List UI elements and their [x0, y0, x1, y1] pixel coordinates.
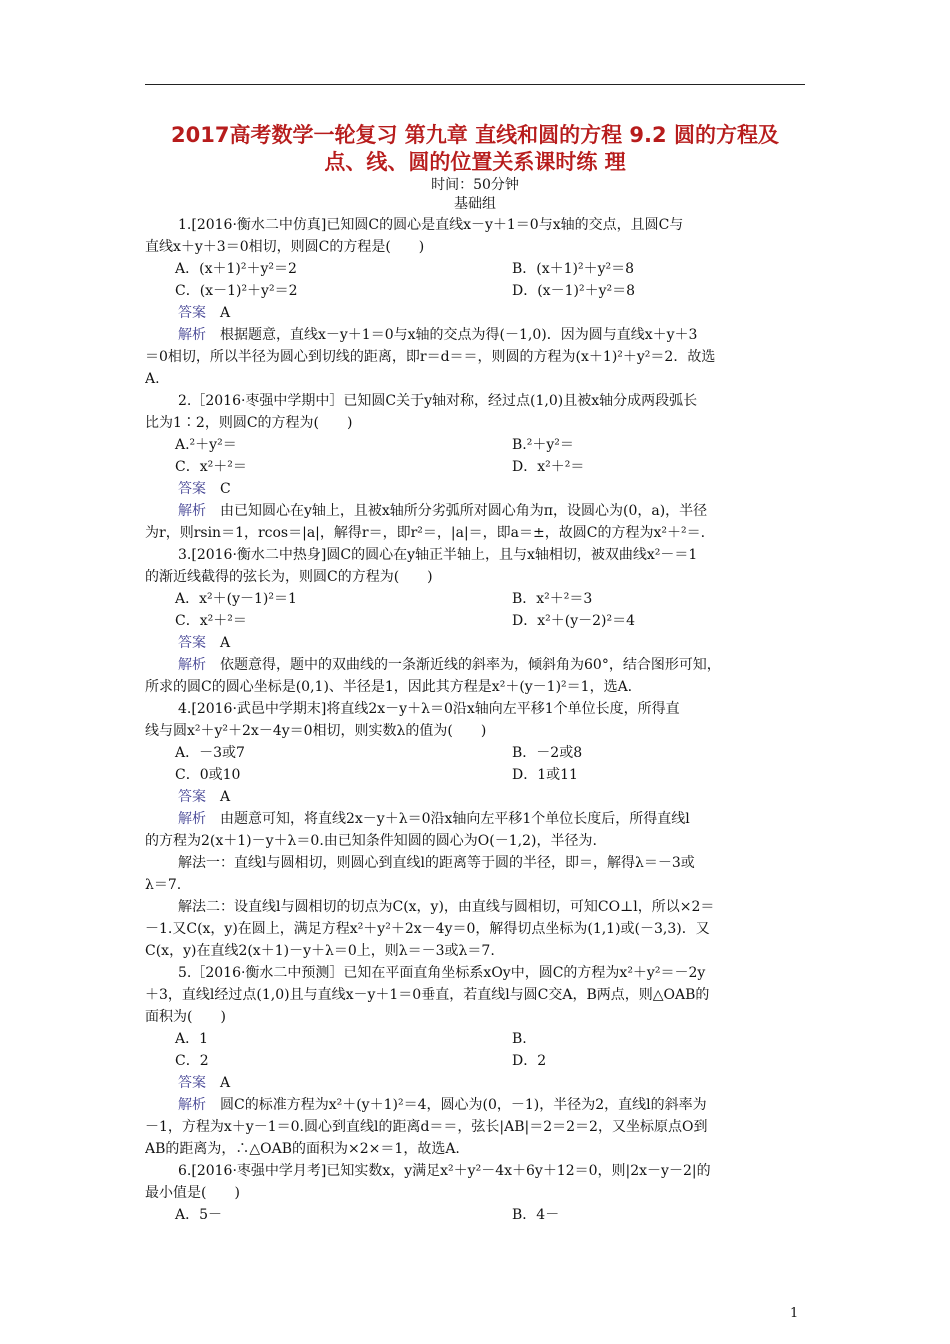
q1-analysis-line2: ＝0相切，所以半径为圆心到切线的距离，即r＝d＝＝，则圆的方程为(x＋1)²＋y²＝2．故选: [145, 349, 716, 365]
q6-option-a: A．5－: [175, 1207, 223, 1223]
q5-option-b: B.: [512, 1031, 527, 1047]
section-heading: 基础组: [454, 196, 496, 212]
q1-analysis-line3: A.: [145, 371, 160, 387]
answer-label: 答案: [178, 635, 206, 651]
q4-method1-line1: 解法一：直线l与圆相切，则圆心到直线l的距离等于圆的半径，即＝，解得λ＝－3或: [178, 855, 695, 871]
q6-stem-line2: 最小值是( ): [145, 1185, 240, 1201]
analysis-label: 解析: [178, 1097, 206, 1113]
q4-option-c: C．0或10: [175, 767, 241, 783]
q4-option-b: B．－2或8: [512, 745, 583, 761]
q3-option-b: B．x²＋²＝3: [512, 591, 593, 607]
analysis-label: 解析: [178, 657, 206, 673]
q4-option-d: D．1或11: [512, 767, 578, 783]
q5-option-c: C．2: [175, 1053, 209, 1069]
q5-option-d: D．2: [512, 1053, 547, 1069]
q4-method2-line3: C(x，y)在直线2(x＋1)－y＋λ＝0上，则λ＝－3或λ＝7.: [145, 943, 495, 959]
q4-analysis-line1: [145, 808, 805, 830]
analysis-text: 依题意得，题中的双曲线的一条渐近线的斜率为，倾斜角为60°，结合图形可知，: [206, 657, 721, 673]
q2-stem-line1: 2.［2016·枣强中学期中］已知圆C关于y轴对称，经过点(1,0)且被x轴分成两段弧长: [178, 393, 698, 409]
answer-label: 答案: [178, 1075, 206, 1091]
q4-method1-line2: λ＝7.: [145, 877, 182, 893]
q3-option-d: D．x²＋(y－2)²＝4: [512, 613, 635, 629]
q4-method2-line1: 解法二：设直线l与圆相切的切点为C(x，y)，由直线与圆相切，可知CO⊥l，所以×2＝: [178, 899, 715, 915]
answer-label: 答案: [178, 305, 206, 321]
q2-option-d: D．x²＋²＝: [512, 459, 585, 475]
q3-analysis-line2: 所求的圆C的圆心坐标是(0,1)、半径是1，因此其方程是x²＋(y－1)²＝1，选A.: [145, 679, 633, 695]
q2-option-c: C．x²＋²＝: [175, 459, 247, 475]
q5-analysis-line3: AB的距离为，∴△OAB的面积为×2×＝1，故选A.: [145, 1141, 460, 1157]
q2-analysis-line2: 为r，则rsin＝1，rcos＝|a|，解得r＝，即r²＝，|a|＝，即a＝±，故圆C的方程为x²＋²＝.: [145, 525, 706, 541]
analysis-text: 由题意可知，将直线2x－y＋λ＝0沿x轴向左平移1个单位长度后，所得直线l: [206, 811, 690, 827]
doc-title-line2: 点、线、圆的位置关系课时练 理: [324, 150, 626, 174]
q2-analysis-line1: [145, 500, 805, 522]
q3-answer: [145, 632, 805, 654]
q2-option-a: A.²＋y²＝: [175, 437, 237, 453]
answer-value: A: [206, 1075, 231, 1091]
answer-label: 答案: [178, 789, 206, 805]
q5-stem-line3: 面积为( ): [145, 1009, 226, 1025]
q5-stem-line1: 5.［2016·衡水二中预测］已知在平面直角坐标系xOy中，圆C的方程为x²＋y²＝－2y: [178, 965, 706, 981]
analysis-text: 由已知圆心在y轴上，且被x轴所分劣弧所对圆心角为π，设圆心为(0，a)，半径: [206, 503, 708, 519]
q4-analysis-line2: 的方程为2(x＋1)－y＋λ＝0.由已知条件知圆的圆心为O(－1,2)，半径为.: [145, 833, 597, 849]
answer-label: 答案: [178, 481, 206, 497]
q5-analysis-line1: [145, 1094, 805, 1116]
q4-stem-line2: 线与圆x²＋y²＋2x－4y＝0相切，则实数λ的值为( ): [145, 723, 487, 739]
analysis-label: 解析: [178, 811, 206, 827]
q1-answer: [145, 302, 805, 324]
q4-stem-line1: 4.[2016·武邑中学期末]将直线2x－y＋λ＝0沿x轴向左平移1个单位长度，所得直: [178, 701, 680, 717]
time-limit: 时间：50分钟: [431, 177, 519, 193]
q1-option-d: D．(x－1)²＋y²＝8: [512, 283, 635, 299]
analysis-label: 解析: [178, 503, 206, 519]
page-number: 1: [790, 1306, 799, 1321]
q5-stem-line2: ＋3，直线l经过点(1,0)且与直线x－y＋1＝0垂直，若直线l与圆C交A，B两点，则△OAB的: [145, 987, 710, 1003]
q2-stem-line2: 比为1∶2，则圆C的方程为( ): [145, 415, 353, 431]
analysis-text: 根据题意，直线x－y＋1＝0与x轴的交点为得(－1,0)．因为圆与直线x＋y＋3: [206, 327, 698, 343]
answer-value: C: [206, 481, 231, 497]
q6-option-b: B．4－: [512, 1207, 560, 1223]
doc-title-line1: 2017高考数学一轮复习 第九章 直线和圆的方程 9.2 圆的方程及: [171, 123, 779, 147]
q1-stem-line1: 1.[2016·衡水二中仿真]已知圆C的圆心是直线x－y＋1＝0与x轴的交点，且圆C与: [178, 217, 684, 233]
q5-answer: [145, 1072, 805, 1094]
q3-option-c: C．x²＋²＝: [175, 613, 247, 629]
q4-answer: [145, 786, 805, 808]
q3-stem-line2: 的渐近线截得的弦长为，则圆C的方程为( ): [145, 569, 433, 585]
answer-value: A: [206, 305, 231, 321]
q4-method2-line2: －1.又C(x，y)在圆上，满足方程x²＋y²＋2x－4y＝0，解得切点坐标为(1,1)或(－3,3)．又: [145, 921, 710, 937]
q5-analysis-line2: －1，方程为x＋y－1＝0.圆心到直线l的距离d＝＝，弦长|AB|＝2＝2＝2，又坐标原点O到: [145, 1119, 708, 1135]
q1-option-b: B．(x＋1)²＋y²＝8: [512, 261, 635, 277]
header-rule: [145, 84, 805, 85]
analysis-text: 圆C的标准方程为x²＋(y＋1)²＝4，圆心为(0，－1)，半径为2，直线l的斜率为: [206, 1097, 707, 1113]
q4-option-a: A．－3或7: [175, 745, 245, 761]
q1-option-c: C．(x－1)²＋y²＝2: [175, 283, 298, 299]
answer-value: A: [206, 789, 231, 805]
q2-answer: [145, 478, 805, 500]
q6-stem-line1: 6.[2016·枣强中学月考]已知实数x，y满足x²＋y²－4x＋6y＋12＝0，则|2x－y－2|的: [178, 1163, 711, 1179]
q3-option-a: A．x²＋(y－1)²＝1: [175, 591, 297, 607]
analysis-label: 解析: [178, 327, 206, 343]
q2-option-b: B.²＋y²＝: [512, 437, 574, 453]
answer-value: A: [206, 635, 231, 651]
q3-analysis-line1: [145, 654, 805, 676]
q3-stem-line1: 3.[2016·衡水二中热身]圆C的圆心在y轴正半轴上，且与x轴相切，被双曲线x²－＝1: [178, 547, 698, 563]
q5-option-a: A．1: [175, 1031, 209, 1047]
q1-stem-line2: 直线x＋y＋3＝0相切，则圆C的方程是( ): [145, 239, 425, 255]
q1-option-a: A．(x＋1)²＋y²＝2: [175, 261, 297, 277]
q1-analysis-line1: [145, 324, 805, 346]
